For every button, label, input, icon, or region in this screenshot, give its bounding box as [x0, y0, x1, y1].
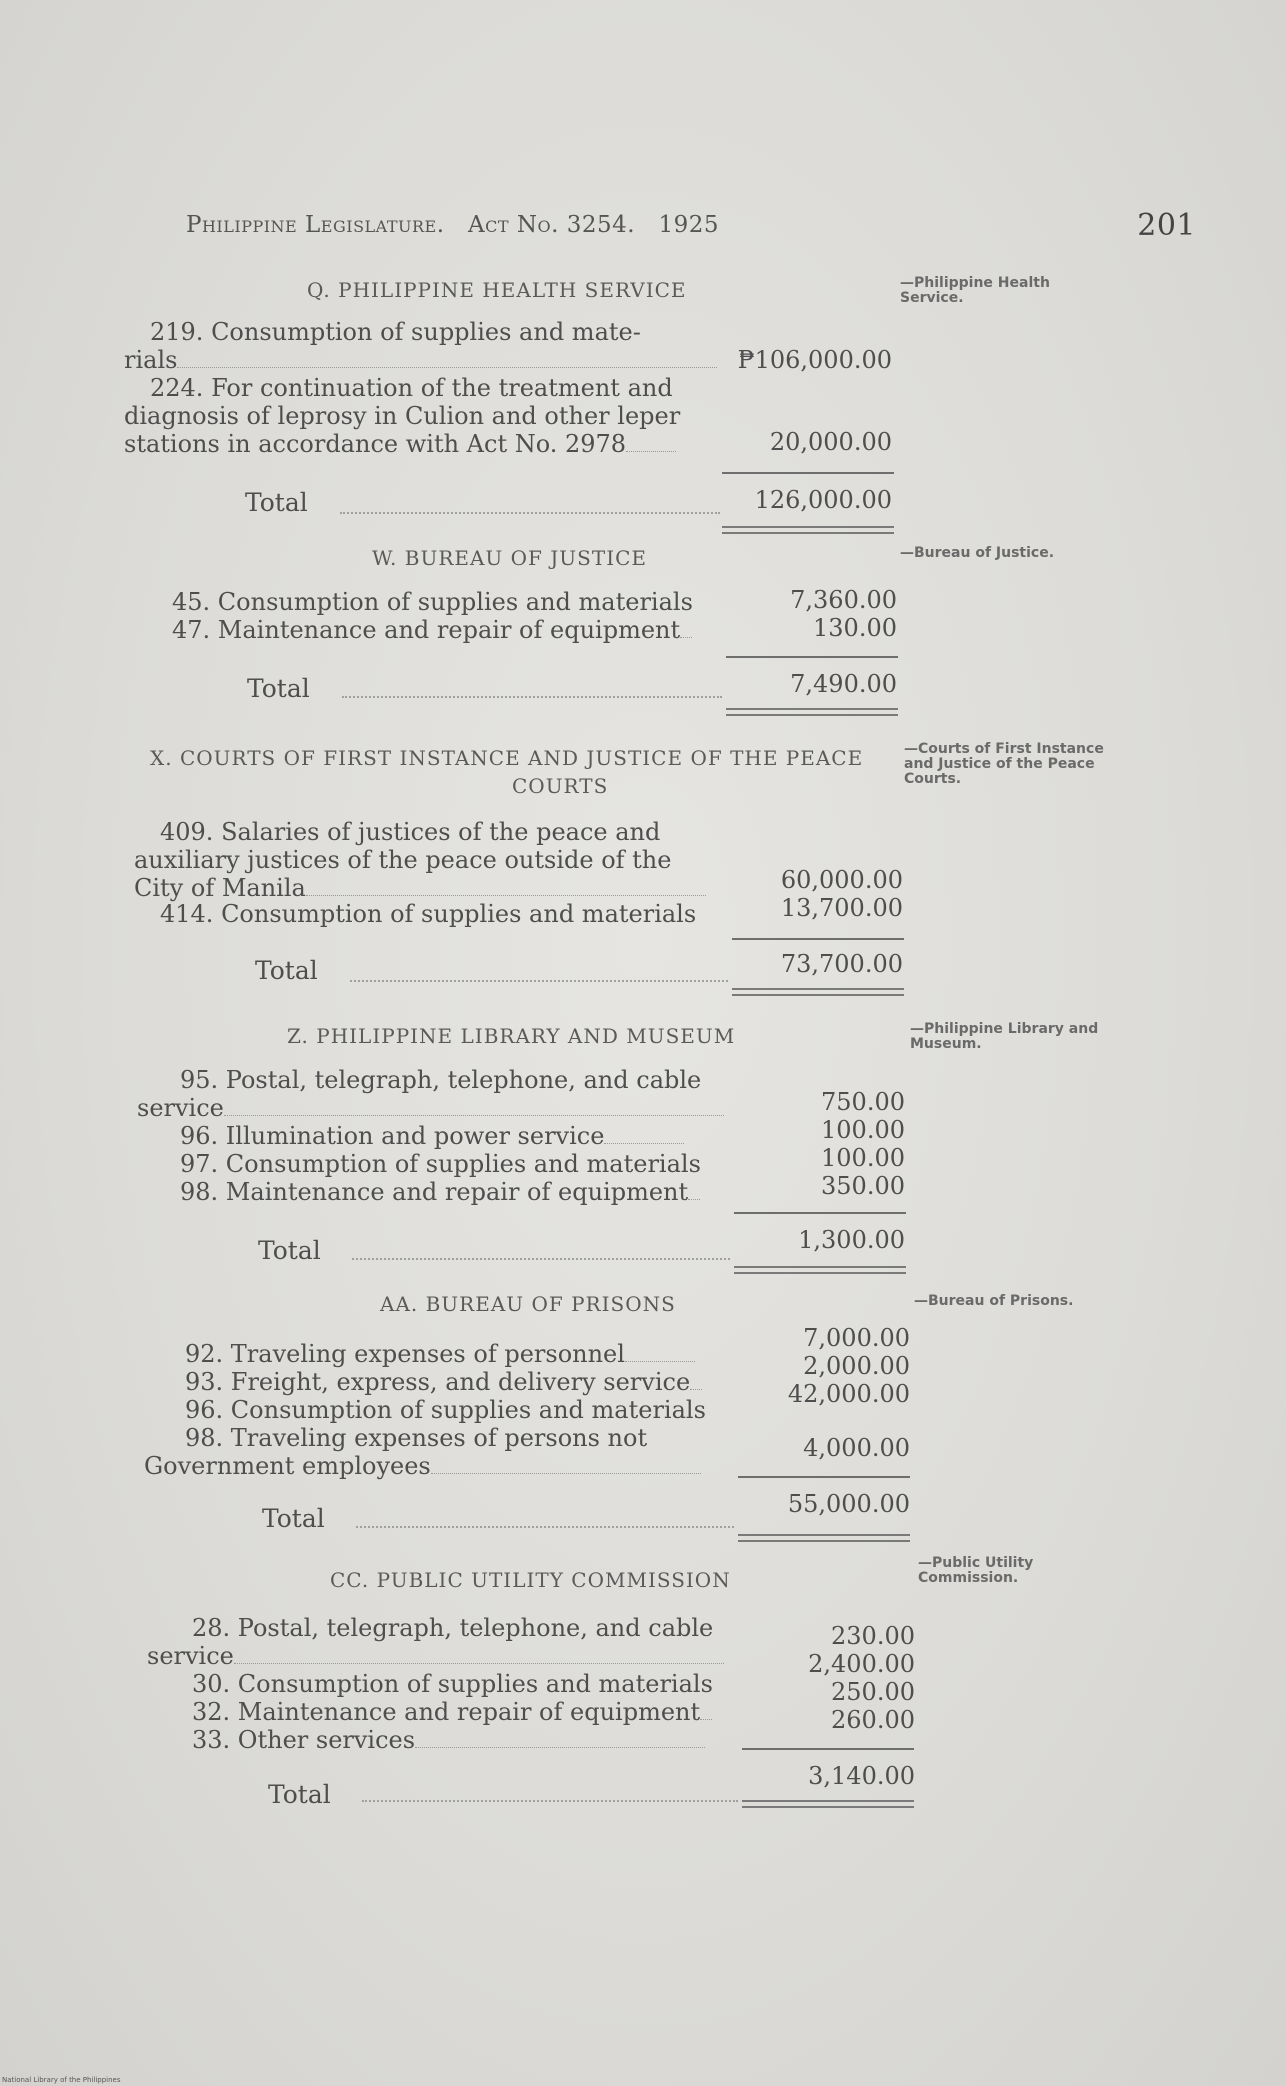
- amount-92: 7,000.00: [803, 1324, 910, 1352]
- subtotal-rule-x: [732, 938, 904, 940]
- item-98-prisons-line1: 98. Traveling expenses of persons not: [185, 1424, 648, 1452]
- amount-97: 100.00: [821, 1144, 905, 1172]
- total-leader-q: [340, 512, 720, 514]
- item-95-line2: service: [137, 1094, 724, 1122]
- amount-32: 250.00: [831, 1678, 915, 1706]
- total-label-z: Total: [258, 1236, 321, 1265]
- footer-credit: National Library of the Philippines: [2, 2076, 121, 2084]
- amount-96-prisons: 42,000.00: [787, 1380, 910, 1408]
- item-414: 414. Consumption of supplies and materials: [160, 900, 697, 928]
- total-leader-x: [350, 980, 728, 982]
- item-96-prisons: 96. Consumption of supplies and materials: [185, 1396, 706, 1424]
- total-leader-z: [352, 1258, 730, 1260]
- amount-30: 2,400.00: [808, 1650, 915, 1678]
- margin-note-aa: —Bureau of Prisons.: [914, 1293, 1074, 1309]
- total-label-x: Total: [255, 956, 318, 985]
- amount-98: 350.00: [821, 1172, 905, 1200]
- item-98-prisons-line2: Government employees: [144, 1452, 701, 1480]
- item-33: 33. Other services: [192, 1726, 705, 1754]
- total-label-w: Total: [247, 674, 310, 703]
- total-leader-w: [342, 696, 722, 698]
- section-heading-x: X. COURTS OF FIRST INSTANCE AND JUSTICE OF THE PEACE: [150, 746, 864, 770]
- margin-note-cc: —Public Utility Commission.: [918, 1555, 1034, 1586]
- item-219-line1: 219. Consumption of supplies and mate-: [150, 318, 641, 346]
- total-rule-z: [734, 1266, 906, 1274]
- item-98: 98. Maintenance and repair of equipment: [180, 1178, 700, 1206]
- section-heading-w: W. BUREAU OF JUSTICE: [372, 546, 647, 570]
- item-409-line1: 409. Salaries of justices of the peace and: [160, 818, 661, 846]
- total-leader-aa: [356, 1526, 734, 1528]
- section-heading-aa: AA. BUREAU OF PRISONS: [380, 1292, 676, 1316]
- total-amount-aa: 55,000.00: [787, 1490, 910, 1518]
- amount-96: 100.00: [821, 1116, 905, 1144]
- margin-note-z: —Philippine Library and Museum.: [910, 1021, 1099, 1052]
- header-title: Philippine Legislature.: [186, 212, 445, 238]
- item-30: 30. Consumption of supplies and materials: [192, 1670, 713, 1698]
- amount-98-prisons: 4,000.00: [803, 1434, 910, 1462]
- amount-93: 2,000.00: [803, 1352, 910, 1380]
- total-rule-q: [722, 526, 894, 534]
- header-year: 1925: [658, 212, 720, 238]
- item-219-line2: rials: [124, 346, 717, 374]
- total-amount-z: 1,300.00: [798, 1226, 905, 1254]
- total-amount-cc: 3,140.00: [808, 1762, 915, 1790]
- margin-note-x: —Courts of First Instance and Justice of the Peace Courts.: [904, 741, 1104, 787]
- item-409-line3: City of Manila: [134, 874, 706, 902]
- amount-219: ₱106,000.00: [737, 346, 892, 374]
- item-28-line2: service: [147, 1642, 724, 1670]
- margin-note-w: —Bureau of Justice.: [900, 545, 1055, 561]
- page-header: [186, 208, 1196, 243]
- amount-95: 750.00: [821, 1088, 905, 1116]
- section-heading-q: Q. PHILIPPINE HEALTH SERVICE: [307, 278, 687, 302]
- total-amount-x: 73,700.00: [780, 950, 903, 978]
- total-amount-q: 126,000.00: [754, 486, 892, 514]
- subtotal-rule-aa: [738, 1476, 910, 1478]
- item-96: 96. Illumination and power service: [180, 1122, 684, 1150]
- item-95-line1: 95. Postal, telegraph, telephone, and cable: [180, 1066, 702, 1094]
- subtotal-rule-q: [722, 472, 894, 474]
- item-97: 97. Consumption of supplies and materials: [180, 1150, 701, 1178]
- total-amount-w: 7,490.00: [790, 670, 897, 698]
- section-heading-z: Z. PHILIPPINE LIBRARY AND MUSEUM: [287, 1024, 736, 1048]
- margin-note-q: —Philippine Health Service.: [900, 275, 1050, 306]
- amount-409: 60,000.00: [780, 866, 903, 894]
- item-93: 93. Freight, express, and delivery service: [185, 1368, 702, 1396]
- total-rule-w: [726, 708, 898, 716]
- amount-33: 260.00: [831, 1706, 915, 1734]
- total-rule-x: [732, 988, 904, 996]
- item-92: 92. Traveling expenses of personnel: [185, 1340, 695, 1368]
- amount-28: 230.00: [831, 1622, 915, 1650]
- subtotal-rule-cc: [742, 1748, 914, 1750]
- amount-45: 7,360.00: [790, 586, 897, 614]
- amount-414: 13,700.00: [780, 894, 903, 922]
- page-number: 201: [1137, 208, 1196, 243]
- subtotal-rule-z: [734, 1212, 906, 1214]
- section-heading-cc: CC. PUBLIC UTILITY COMMISSION: [330, 1568, 731, 1592]
- total-rule-aa: [738, 1534, 910, 1542]
- total-rule-cc: [742, 1800, 914, 1808]
- total-label-cc: Total: [268, 1780, 331, 1809]
- item-224-line3: stations in accordance with Act No. 2978: [124, 430, 676, 458]
- item-409-line2: auxiliary justices of the peace outside of the: [134, 846, 672, 874]
- item-45: 45. Consumption of supplies and materials: [172, 588, 693, 616]
- amount-224: 20,000.00: [769, 428, 892, 456]
- header-act: Act No. 3254.: [468, 212, 636, 238]
- section-heading-x-line2: COURTS: [512, 774, 609, 798]
- item-224-line1: 224. For continuation of the treatment and: [150, 374, 673, 402]
- item-224-line2: diagnosis of leprosy in Culion and other leper: [124, 402, 681, 430]
- item-32: 32. Maintenance and repair of equipment: [192, 1698, 712, 1726]
- item-28-line1: 28. Postal, telegraph, telephone, and cable: [192, 1614, 714, 1642]
- item-47: 47. Maintenance and repair of equipment: [172, 616, 692, 644]
- total-leader-cc: [362, 1800, 738, 1802]
- amount-47: 130.00: [813, 614, 897, 642]
- total-label-aa: Total: [262, 1504, 325, 1533]
- total-label-q: Total: [245, 488, 308, 517]
- subtotal-rule-w: [726, 656, 898, 658]
